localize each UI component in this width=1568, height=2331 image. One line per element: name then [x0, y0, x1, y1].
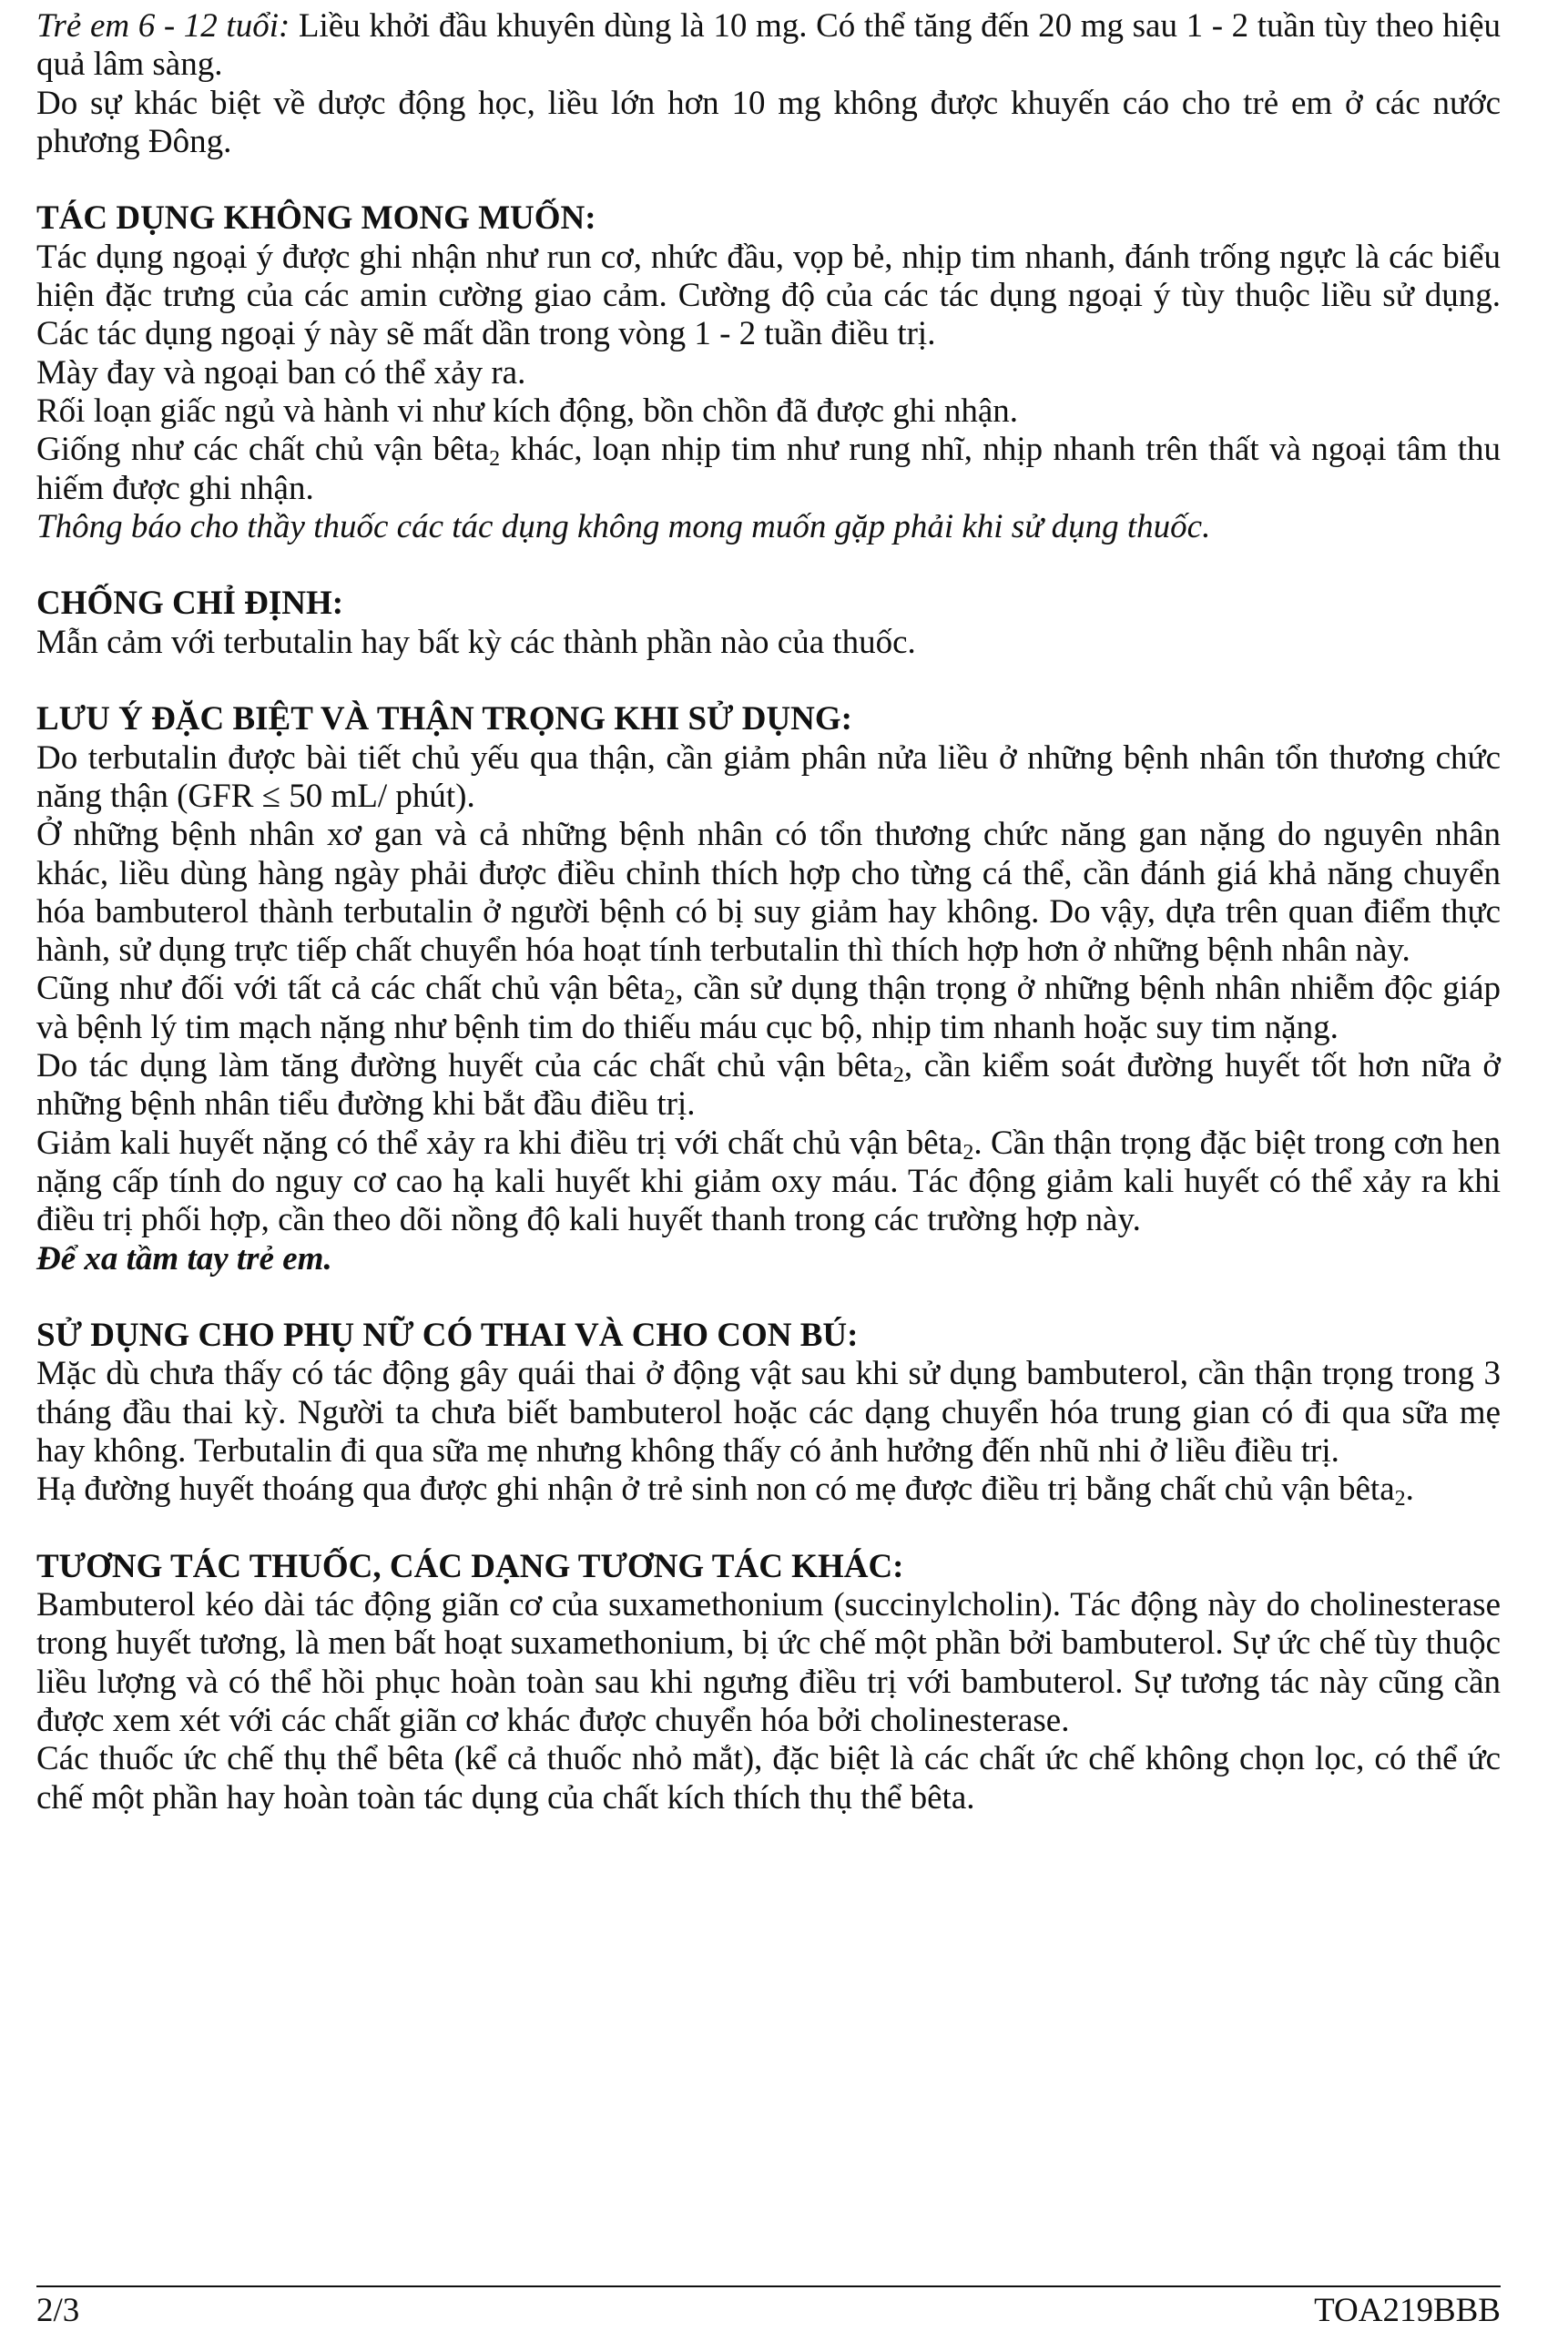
section-gap [36, 662, 1501, 700]
page-number: 2/3 [36, 2292, 80, 2329]
side-effects-paragraph-2: Mày đay và ngoại ban có thể xảy ra. [36, 353, 526, 392]
side-effects-p4-text-b: khác, loạn nhịp tim như rung nhĩ, nhịp nhanh trên thất và ngoại tâm thu hiếm được ghi nhận. [36, 431, 1501, 507]
precautions-paragraph-5 [36, 1125, 1501, 1240]
precautions-paragraph-1: Do terbutalin được bài tiết chủ yếu qua thận, cần giảm phân nửa liều ở những bệnh nhân tổn thương chức năng thận (GFR ≤ 50 mL/ phút). [36, 738, 1501, 815]
precautions-p5-text-a: Giảm kali huyết nặng có thể xảy ra khi điều trị với chất chủ vận bêta [36, 1124, 963, 1162]
keep-away-from-children-warning: Để xa tầm tay trẻ em. [36, 1239, 332, 1277]
precautions-p3-text-b: , cần sử dụng thận trọng ở những bệnh nhân nhiễm độc giáp và bệnh lý tim mạch nặng như bệnh tim do thiếu máu cục bộ, nhịp tim nhanh hoặc suy tim nặng. [36, 970, 1502, 1046]
footer-divider [36, 2285, 1501, 2287]
side-effects-paragraph-3: Rối loạn giấc ngủ và hành vi như kích động, bồn chồn đã được ghi nhận. [36, 392, 1019, 430]
children-dosing-paragraph [36, 7, 1501, 85]
children-dosing-text: Liều khởi đầu khuyên dùng là 10 mg. Có thể tăng đến 20 mg sau 1 - 2 tuần tùy theo hiệu quả lâm sàng. [36, 7, 1502, 84]
section-gap [36, 1510, 1501, 1548]
side-effects-paragraph-1: Tác dụng ngoại ý được ghi nhận như run cơ, nhức đầu, vọp bẻ, nhịp tim nhanh, đánh trống ngực là các biểu hiện đặc trưng của các amin cường giao cảm. Cường độ của các tác dụng ngoại ý tùy thuộc liều sử dụng. Các tác dụng ngoại ý này sẽ mất dần trong vòng 1 - 2 tuần điều trị. [36, 238, 1501, 353]
section-gap [36, 161, 1501, 199]
section-gap [36, 1278, 1501, 1317]
precautions-p3-text-a: Cũng như đối với tất cả các chất chủ vận bêta [36, 970, 665, 1008]
beta2-subscript: 2 [1394, 1487, 1406, 1512]
document-page [36, 7, 1501, 1817]
side-effects-paragraph-4 [36, 431, 1501, 508]
pregnancy-paragraph-1: Mặc dù chưa thấy có tác động gây quái thai ở động vật sau khi sử dụng bambuterol, cần thận trọng trong 3 tháng đầu thai kỳ. Người ta chưa biết bambuterol hoặc các dạng chuyển hóa trung gian có đi qua sữa mẹ hay không. Terbutalin đi qua sữa mẹ nhưng không thấy có ảnh hưởng đến nhũ nhi ở liều điều trị. [36, 1355, 1501, 1470]
beta2-subscript: 2 [664, 986, 676, 1011]
contraindications-heading: CHỐNG CHỈ ĐỊNH: [36, 585, 344, 623]
precautions-paragraph-2: Ở những bệnh nhân xơ gan và cả những bệnh nhân có tổn thương chức năng gan nặng do nguyên nhân khác, liều dùng hàng ngày phải được điều chỉnh thích hợp cho từng cá thể, cần đánh giá khả năng chuyển hóa bambuterol thành terbutalin ở người bệnh có bị suy giảm hay không. Do vậy, dựa trên quan điểm thực hành, sử dụng trực tiếp chất chuyển hóa hoạt tính terbutalin thì thích hợp hơn ở những bệnh nhân này. [36, 816, 1501, 970]
children-age-label: Trẻ em 6 - 12 tuổi: [36, 7, 290, 45]
beta2-subscript: 2 [892, 1064, 904, 1088]
interactions-heading: TƯƠNG TÁC THUỐC, CÁC DẠNG TƯƠNG TÁC KHÁC: [36, 1547, 904, 1585]
interactions-paragraph-1: Bambuterol kéo dài tác động giãn cơ của suxamethonium (succinylcholin). Tác động này do cholinesterase trong huyết tương, là men bất hoạt suxamethonium, bị ức chế một phần bởi bambuterol. Sự ức chế tùy thuộc liều lượng và có thể hồi phục hoàn toàn sau khi ngưng điều trị với bambuterol. Sự tương tác này cũng cần được xem xét với các chất giãn cơ khác được chuyển hóa bởi cholinesterase. [36, 1586, 1501, 1740]
pregnancy-paragraph-2 [36, 1471, 1501, 1512]
beta2-subscript: 2 [489, 447, 501, 472]
section-gap [36, 546, 1501, 585]
report-side-effects-note: Thông báo cho thầy thuốc các tác dụng không mong muốn gặp phải khi sử dụng thuốc. [36, 507, 1211, 545]
precautions-p5-text-b: . Cần thận trọng đặc biệt trong cơn hen nặng cấp tính do nguy cơ cao hạ kali huyết khi giảm oxy máu. Tác động giảm kali huyết có thể xảy ra khi điều trị phối hợp, cần theo dõi nồng độ kali huyết thanh trong các trường hợp này. [36, 1124, 1501, 1239]
pregnancy-p2-text-b: . [1405, 1471, 1414, 1509]
contraindications-paragraph: Mẫn cảm với terbutalin hay bất kỳ các thành phần nào của thuốc. [36, 623, 916, 661]
document-code: TOA219BBB [1314, 2292, 1501, 2329]
pregnancy-p2-text-a: Hạ đường huyết thoáng qua được ghi nhận ở trẻ sinh non có mẹ được điều trị bằng chất chủ vận bêta [36, 1471, 1395, 1509]
pharmacokinetics-note: Do sự khác biệt về dược động học, liều lớn hơn 10 mg không được khuyến cáo cho trẻ em ở các nước phương Đông. [36, 84, 1501, 160]
side-effects-p4-text-a: Giống như các chất chủ vận bêta [36, 431, 490, 469]
precautions-paragraph-4 [36, 1047, 1501, 1125]
precautions-paragraph-3 [36, 970, 1501, 1047]
beta2-subscript: 2 [962, 1140, 974, 1165]
precautions-p4-text-b: , cần kiểm soát đường huyết tốt hơn nữa ở những bệnh nhân tiểu đường khi bắt đầu điều trị. [36, 1047, 1501, 1124]
pregnancy-heading: SỬ DỤNG CHO PHỤ NỮ CÓ THAI VÀ CHO CON BÚ: [36, 1317, 859, 1355]
precautions-p4-text-a: Do tác dụng làm tăng đường huyết của các chất chủ vận bêta [36, 1047, 893, 1085]
page-footer [36, 2293, 1501, 2329]
interactions-paragraph-2: Các thuốc ức chế thụ thể bêta (kể cả thuốc nhỏ mắt), đặc biệt là các chất ức chế không chọn lọc, có thể ức chế một phần hay hoàn toàn tác dụng của chất kích thích thụ thể bêta. [36, 1740, 1501, 1817]
side-effects-heading: TÁC DỤNG KHÔNG MONG MUỐN: [36, 199, 596, 238]
precautions-heading: LƯU Ý ĐẶC BIỆT VÀ THẬN TRỌNG KHI SỬ DỤNG: [36, 700, 853, 738]
